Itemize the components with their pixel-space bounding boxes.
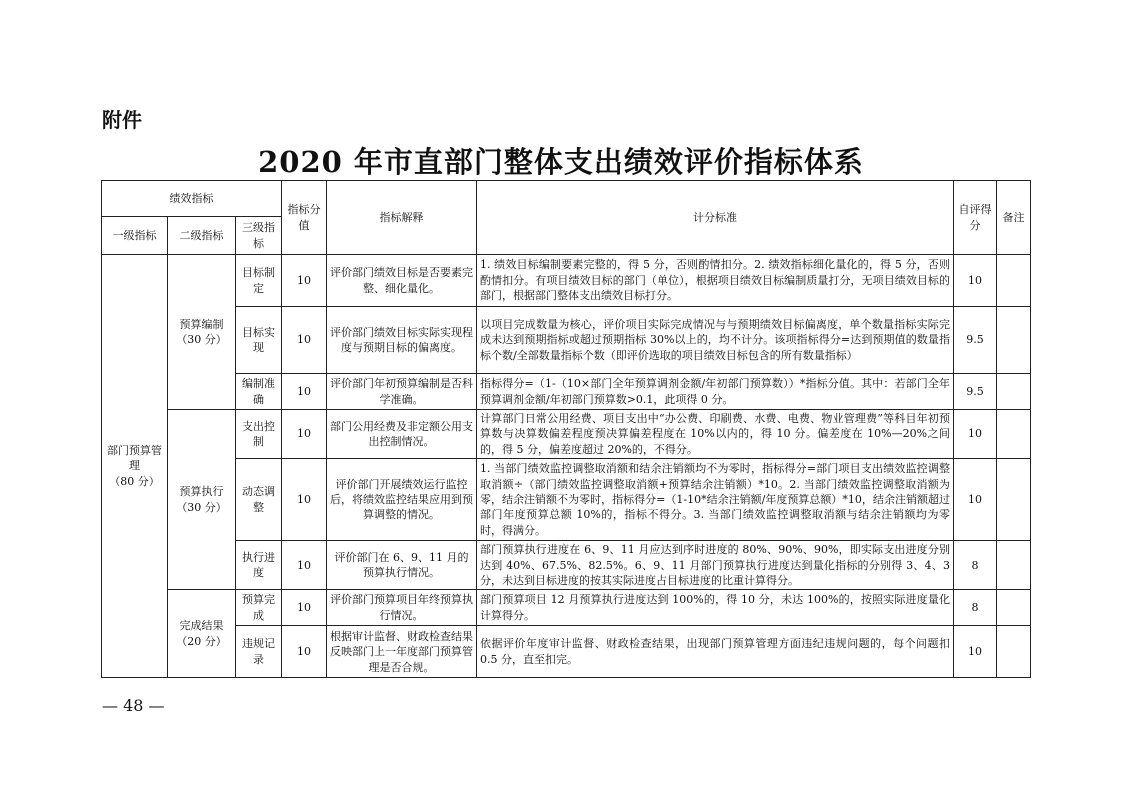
level3-cell: 编制准确 [236,374,282,410]
header-score: 指标分值 [282,181,327,255]
header-criteria: 计分标准 [477,181,954,255]
criteria-cell: 指标得分=（1-（10×部门全年预算调剂金额/年初部门预算数））*指标分值。其中：若部门全年预算调剂金额/年初部门预算数>0.1，此项得 0 分。 [477,374,954,410]
explain-cell: 根据审计监督、财政检查结果反映部门上一年度部门预算管理是否合规。 [327,626,477,678]
criteria-cell: 1. 绩效目标编制要素完整的，得 5 分，否则酌情扣分。2. 绩效指标细化量化的，得 5 分，否则酌情扣分。有项目绩效目标的部门（单位），根据项目绩效目标编制质量打分，无项目绩效目标的部门，根据部门整体支出绩效目标打分。 [477,255,954,307]
remark-cell [997,459,1031,541]
remark-cell [997,590,1031,626]
self-score-cell: 8 [954,590,997,626]
explain-cell: 评价部门在 6、9、11 月的预算执行情况。 [327,541,477,590]
table-row [102,410,1031,459]
indicator-table [101,180,1031,678]
remark-cell [997,374,1031,410]
level2-cell-budget-exec [168,410,236,590]
level3-cell: 动态调整 [236,459,282,541]
score-cell: 10 [282,590,327,626]
remark-cell [997,626,1031,678]
level1-points: （80 分） [109,474,160,488]
criteria-cell: 计算部门日常公用经费、项目支出中“办公费、印刷费、水费、电费、物业管理费”等科目年初预算数与决算数偏差程度预决算偏差程度在 10%以内的，得 10 分。偏差度在 10%—20%之间的，得 5 分，偏差度超过 20%的，不得分。 [477,410,954,459]
table-row [102,374,1031,410]
self-score-cell: 8 [954,541,997,590]
table-row [102,255,1031,307]
score-cell: 10 [282,626,327,678]
level1-cell [102,255,168,678]
level2-name: 预算执行 [179,485,224,499]
level2-name: 完成结果 [179,619,224,633]
level3-cell: 支出控制 [236,410,282,459]
explain-cell: 评价部门绩效目标是否要素完整、细化量化。 [327,255,477,307]
table-row [102,307,1031,374]
level2-points: （30 分） [176,500,227,514]
header-perf-indicators: 绩效指标 [102,181,282,217]
criteria-cell: 部门预算项目 12 月预算执行进度达到 100%的，得 10 分，未达 100%的，按照实际进度量化计算得分。 [477,590,954,626]
remark-cell [997,255,1031,307]
self-score-cell: 9.5 [954,307,997,374]
self-score-cell: 10 [954,410,997,459]
header-explanation: 指标解释 [327,181,477,255]
explain-cell: 评价部门预算项目年终预算执行情况。 [327,590,477,626]
document-title: 2020 年市直部门整体支出绩效评价指标体系 [258,145,864,179]
self-score-cell: 10 [954,459,997,541]
header-level2: 二级指标 [168,217,236,255]
table-row [102,626,1031,678]
criteria-cell: 以项目完成数量为核心，评价项目实际完成情况与与预期绩效目标偏离度，单个数量指标实际完成未达到预期指标或超过预期指标 30%以上的，均不计分。该项指标得分=达到预期值的数量指标个数/全部数量指标个数（即评价选取的项目绩效目标包含的所有数量指标） [477,307,954,374]
score-cell: 10 [282,410,327,459]
header-row-1 [102,181,1031,217]
header-self-score: 自评得分 [954,181,997,255]
score-cell: 10 [282,541,327,590]
level2-cell-results [168,590,236,678]
score-cell: 10 [282,307,327,374]
level2-points: （30 分） [176,333,227,346]
criteria-cell: 依据评价年度审计监督、财政检查结果，出现部门预算管理方面违纪违规问题的，每个问题扣 0.5 分，直至扣完。 [477,626,954,678]
level2-name: 预算编制 [179,317,224,331]
remark-cell [997,410,1031,459]
explain-cell: 评价部门绩效目标实际实现程度与预期目标的偏离度。 [327,307,477,374]
self-score-cell: 9.5 [954,374,997,410]
header-level3: 三级指标 [236,217,282,255]
table-row [102,459,1031,541]
header-remarks: 备注 [997,181,1031,255]
level3-cell: 违规记录 [236,626,282,678]
self-score-cell: 10 [954,626,997,678]
criteria-cell: 部门预算执行进度在 6、9、11 月应达到序时进度的 80%、90%、90%，即实际支出进度分别达到 40%、67.5%、82.5%。6、9、11 月部门预算执行进度达到量化指标的分别得 3、4、3 分，未达到目标进度的按其实际进度占目标进度的比重计算得分。 [477,541,954,590]
table-row [102,590,1031,626]
score-cell: 10 [282,255,327,307]
self-score-cell: 10 [954,255,997,307]
page-number: — 48 — [102,696,165,715]
header-level1: 一级指标 [102,217,168,255]
level1-name: 部门预算管理 [107,444,162,473]
criteria-cell: 1. 当部门绩效监控调整取消额和结余注销额均不为零时，指标得分=部门项目支出绩效监控调整取消额÷（部门绩效监控调整取消额+预算结余注销额）*10。2. 当部门绩效监控调整取消额为零，结余注销额不为零时，指标得分=（1-10*结余注销额/年度预算总额）*10，结余注销额超过部门年度预算总额 10%的，指标不得分。3. 当部门绩效监控调整取消额与结余注销额均为零时，得满分。 [477,459,954,541]
explain-cell: 评价部门开展绩效运行监控后，将绩效监控结果应用到预算调整的情况。 [327,459,477,541]
score-cell: 10 [282,374,327,410]
level3-cell: 预算完成 [236,590,282,626]
remark-cell [997,541,1031,590]
explain-cell: 部门公用经费及非定额公用支出控制情况。 [327,410,477,459]
score-cell: 10 [282,459,327,541]
level3-cell: 目标制定 [236,255,282,307]
level3-cell: 目标实现 [236,307,282,374]
level2-points: （20 分） [176,634,227,648]
level3-cell: 执行进度 [236,541,282,590]
remark-cell [997,307,1031,374]
level2-cell-budget-prep [168,255,236,410]
table-row [102,541,1031,590]
attachment-label: 附件 [102,108,142,132]
explain-cell: 评价部门年初预算编制是否科学准确。 [327,374,477,410]
